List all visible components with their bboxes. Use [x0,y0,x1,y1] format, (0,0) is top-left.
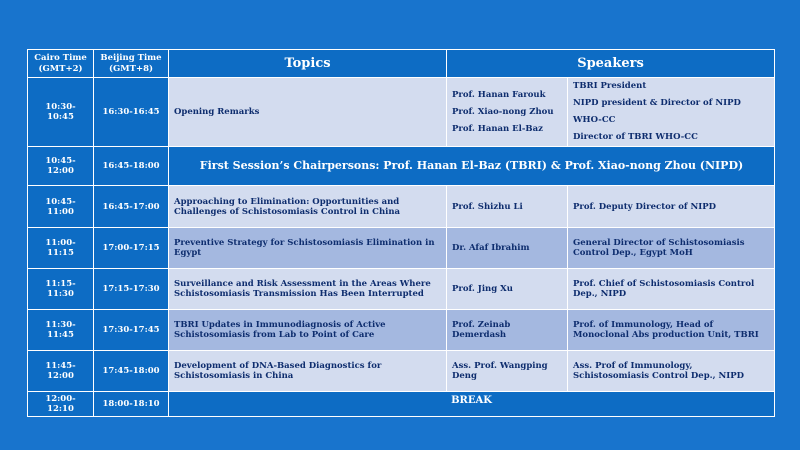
opening-beijing-time: 16:30-16:45 [94,78,169,147]
break-row [28,392,775,417]
break-beijing-time: 18:00-18:10 [94,392,169,417]
talk-speaker: Prof. Shizhu Li [447,186,568,228]
header-speakers: Speakers [447,50,775,78]
talk-row [28,228,775,269]
talk-beijing-time: 17:15-17:30 [94,269,169,310]
talk-row [28,186,775,228]
talk-cairo-time: 11:45-12:00 [28,351,94,392]
opening-speaker-title: TBRI President [573,81,647,91]
opening-speaker-names [447,78,568,147]
talk-beijing-time: 16:45-17:00 [94,186,169,228]
opening-cairo-time: 10:30-10:45 [28,78,94,147]
talk-row [28,269,775,310]
opening-speaker-name: Prof. Hanan El-Baz [452,123,543,134]
talk-speaker-title: Ass. Prof of Immunology, Schistosomiasis Control Dep., NIPD [568,351,775,392]
talk-cairo-time: 11:30-11:45 [28,310,94,351]
opening-speaker-name: Prof. Hanan Farouk [452,89,546,100]
talk-cairo-time: 11:15-11:30 [28,269,94,310]
talk-beijing-time: 17:30-17:45 [94,310,169,351]
opening-topic: Opening Remarks [169,78,447,147]
talk-row [28,351,775,392]
break-label: BREAK [169,392,775,417]
talk-topic: Surveillance and Risk Assessment in the Areas Where Schistosomiasis Transmission Has Been Interrupted [169,269,447,310]
break-cairo-time: 12:00-12:10 [28,392,94,417]
talk-beijing-time: 17:00-17:15 [94,228,169,269]
talk-topic: TBRI Updates in Immunodiagnosis of Active Schistosomiasis from Lab to Point of Care [169,310,447,351]
talk-speaker-title: Prof. of Immunology, Head of Monoclonal Abs production Unit, TBRI [568,310,775,351]
talk-speaker-title: Prof. Deputy Director of NIPD [568,186,775,228]
opening-speaker-title: Director of TBRI WHO-CC [573,132,698,142]
talk-speaker: Dr. Afaf Ibrahim [447,228,568,269]
talk-cairo-time: 11:00-11:15 [28,228,94,269]
session-chairpersons: First Session’s Chairpersons: Prof. Hanan El-Baz (TBRI) & Prof. Xiao-nong Zhou (NIPD) [169,147,775,186]
talk-speaker-title: General Director of Schistosomiasis Control Dep., Egypt MoH [568,228,775,269]
talk-speaker: Prof. Zeinab Demerdash [447,310,568,351]
talk-speaker: Ass. Prof. Wangping Deng [447,351,568,392]
agenda-table [27,49,775,417]
talk-beijing-time: 17:45-18:00 [94,351,169,392]
talk-topic: Approaching to Elimination: Opportunities and Challenges of Schistosomiasis Control in China [169,186,447,228]
talk-topic: Development of DNA-Based Diagnostics for Schistosomiasis in China [169,351,447,392]
talk-topic: Preventive Strategy for Schistosomiasis Elimination in Egypt [169,228,447,269]
session-beijing-time: 16:45-18:00 [94,147,169,186]
header-beijing-time: Beijing Time (GMT+8) [94,50,169,78]
talk-speaker: Prof. Jing Xu [447,269,568,310]
header-row [28,50,775,78]
talk-speaker-title: Prof. Chief of Schistosomiasis Control Dep., NIPD [568,269,775,310]
opening-speaker-name: Prof. Xiao-nong Zhou [452,106,554,117]
talk-cairo-time: 10:45-11:00 [28,186,94,228]
talk-row [28,310,775,351]
session-cairo-time: 10:45-12:00 [28,147,94,186]
header-cairo-time: Cairo Time (GMT+2) [28,50,94,78]
session-row [28,147,775,186]
opening-row [28,78,775,147]
opening-speaker-title: NIPD president & Director of NIPD WHO-CC [573,98,741,125]
opening-speaker-titles [568,78,775,147]
header-topics: Topics [169,50,447,78]
